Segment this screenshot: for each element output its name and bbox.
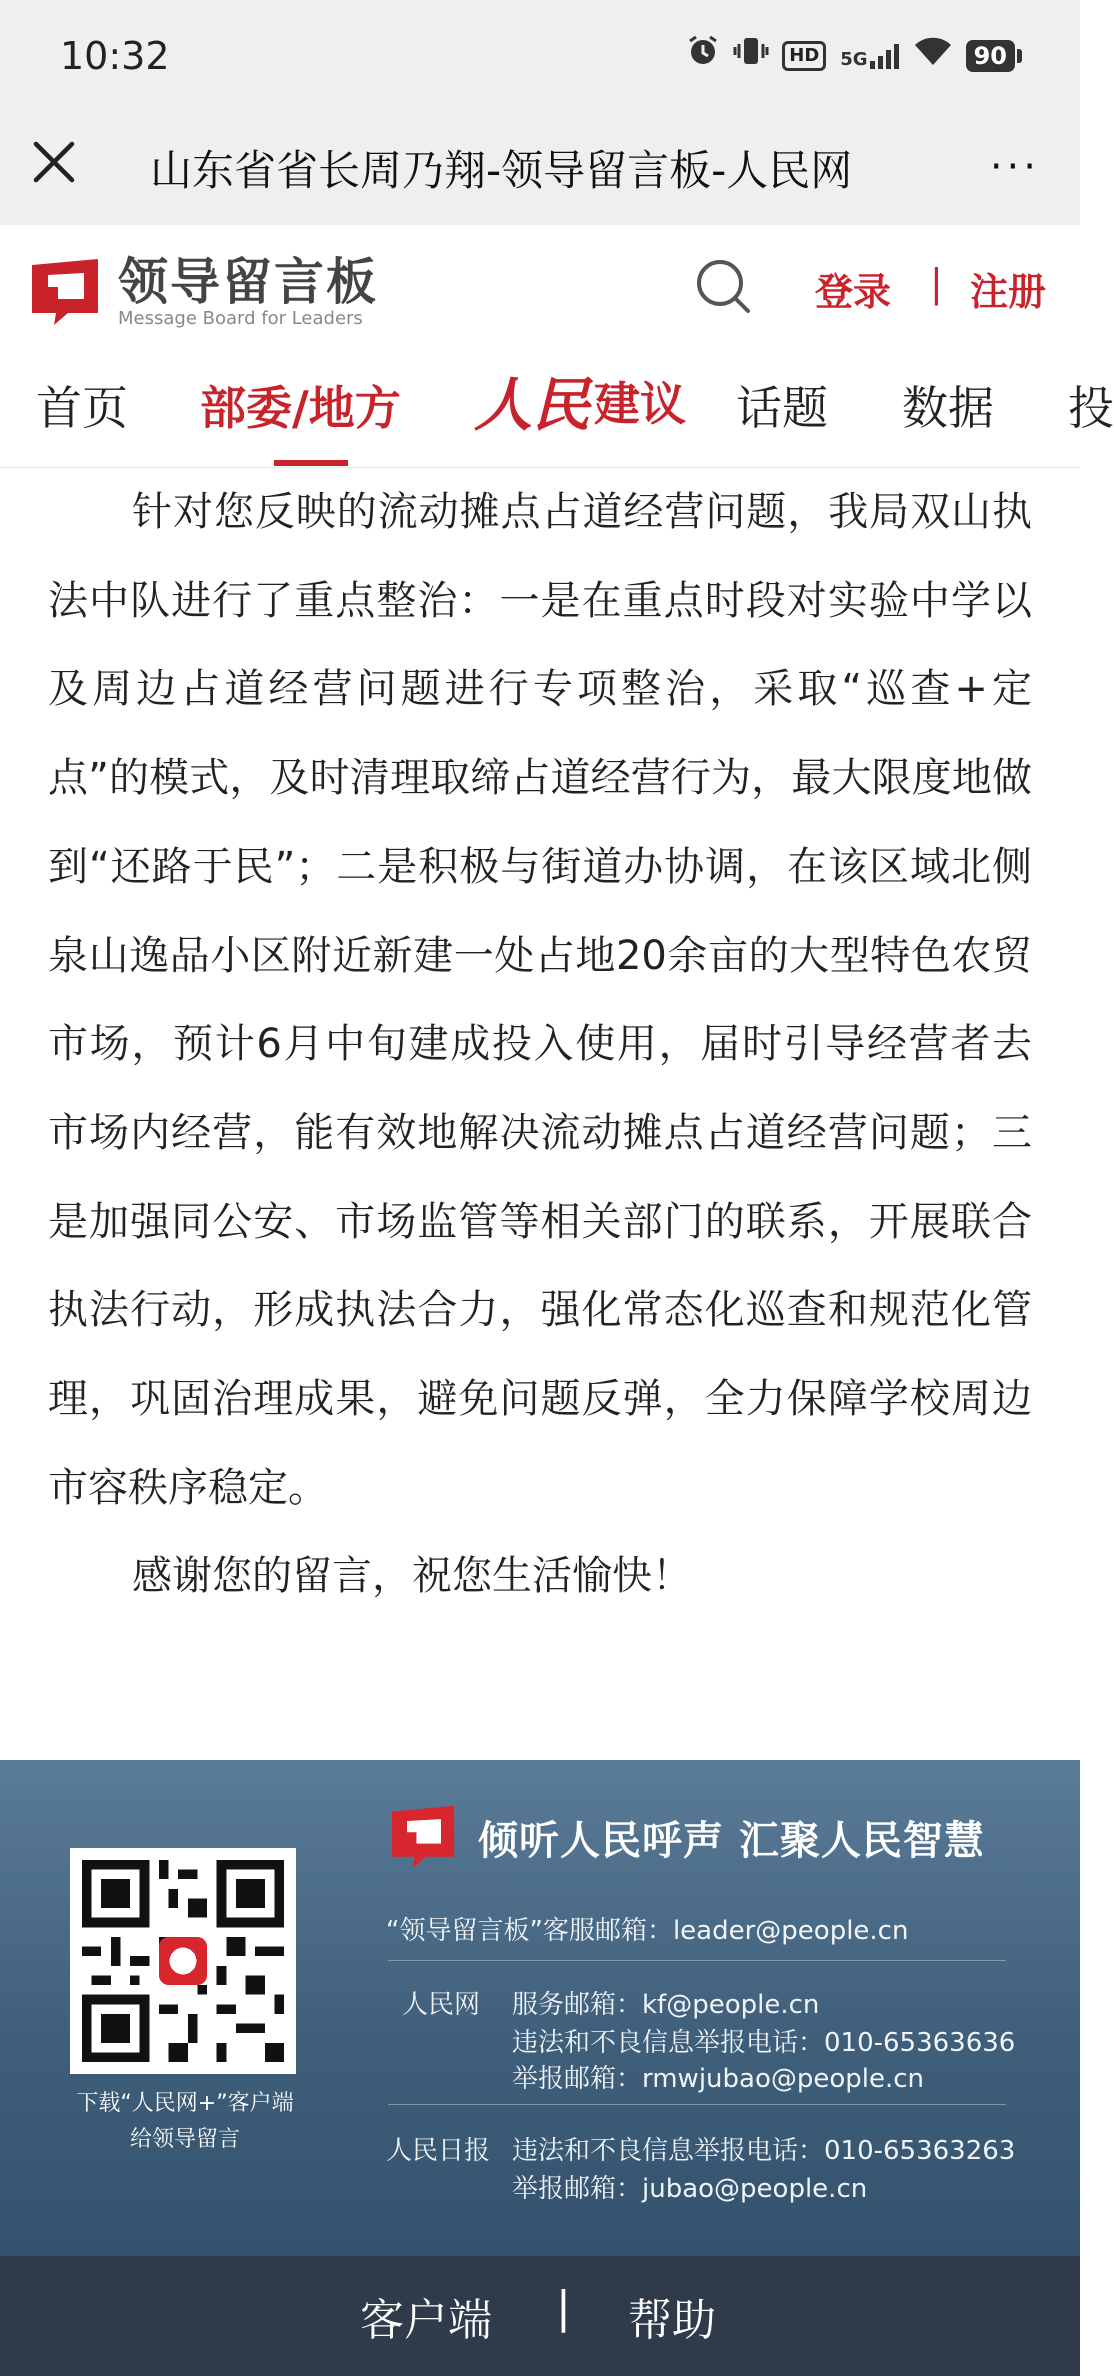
battery-indicator [966,40,1022,72]
nav-active-indicator [274,460,348,466]
rmrb-report-email: 举报邮箱：jubao@people.cn [512,2174,868,2204]
rmrb-label: 人民日报 [386,2136,491,2166]
search-icon[interactable] [690,253,758,321]
client-link[interactable]: 客户端 [360,2295,492,2346]
wifi-icon [914,35,952,78]
nav-item-topics[interactable]: 话题 [736,381,828,435]
vibrate-icon [734,34,768,79]
register-link[interactable]: 注册 [970,270,1047,314]
more-menu-icon[interactable]: ··· [989,144,1040,190]
status-icons [686,36,1022,76]
page-title: 山东省省长周乃翔-领导留言板-人民网 [150,146,853,195]
network-type: 5G [840,49,868,70]
qr-caption-line-2: 给领导留言 [129,2127,240,2152]
logo-subtitle: Message Board for Leaders [118,308,363,329]
site-header [0,225,1080,350]
footer-logo-icon [388,1804,460,1870]
footer-divider [388,2104,1006,2105]
footer-divider [388,1960,1006,1961]
alarm-icon [686,34,720,79]
reply-closing: 感谢您的留言，祝您生活愉快！ [132,1553,692,1600]
logo-mark-icon [28,257,104,327]
nav-item-suggestions[interactable] [474,358,686,442]
footer-slogan: 倾听人民呼声 汇聚人民智慧 [478,1817,985,1864]
battery-level: 90 [966,40,1015,72]
qr-code [70,1848,296,2074]
site-logo[interactable] [28,255,378,329]
reply-paragraph: 针对您反映的流动摊点占道经营问题，我局双山执法中队进行了重点整治：一是在重点时段对实验中学以及周边占道经营问题进行专项整治，采取“巡查+定点”的模式，及时清理取缔占道经营行为，最大限度地做到“还路于民”；二是积极与街道办协调，在该区域北侧泉山逸品小区附近新建一处占地20余亩的大型特色农贸市场，预计6月中旬建成投入使用，届时引导经营者去市场内经营，能有效地解决流动摊点占道经营问题；三是加强同公安、市场监管等相关部门的联系，开展联合执法行动，形成执法合力，强化常态化巡查和规范化管理，巩固治理成果，避免问题反弹，全力保障学校周边市容秩序稳定。 [48,489,1032,1511]
reply-content [48,468,1032,1621]
battery-tip [1017,49,1022,63]
footer-slogan-row [388,1804,985,1870]
logo-title: 领导留言板 [118,253,378,311]
service-email: “领导留言板”客服邮箱：leader@people.cn [386,1916,909,1946]
qr-code-icon [82,1860,284,2062]
main-nav [0,350,1114,468]
bottom-separator: | [556,2282,571,2333]
browser-toolbar [0,110,1080,225]
nav-jy-label: 建议 [594,377,687,431]
hd-badge: HD [782,41,826,71]
site-footer [0,1760,1080,2256]
help-link[interactable]: 帮助 [628,2295,716,2346]
rmw-service-email: 服务邮箱：kf@people.cn [512,1990,820,2020]
rmrb-report-phone: 违法和不良信息举报电话：010-65363263 [512,2136,1016,2166]
nav-item-home[interactable]: 首页 [36,381,128,435]
nav-item-data[interactable]: 数据 [902,381,994,435]
rmw-report-phone: 违法和不良信息举报电话：010-65363636 [512,2028,1016,2058]
rmw-label: 人民网 [402,1990,481,2020]
nav-rm-script: 人民 [474,371,591,439]
rmw-report-email: 举报邮箱：rmwjubao@people.cn [512,2064,925,2094]
header-separator: | [930,261,943,305]
signal-icon [840,43,899,69]
close-icon[interactable] [22,130,86,194]
nav-item-ministries[interactable]: 部委/地方 [200,381,401,435]
qr-caption-line-1: 下载“人民网+”客户端 [76,2091,294,2116]
status-time: 10:32 [60,34,170,78]
status-bar [0,0,1080,110]
qr-caption [40,2086,330,2158]
nav-item-more[interactable]: 投 [1068,381,1114,435]
bottom-links [0,2256,1080,2376]
login-link[interactable]: 登录 [815,270,892,314]
